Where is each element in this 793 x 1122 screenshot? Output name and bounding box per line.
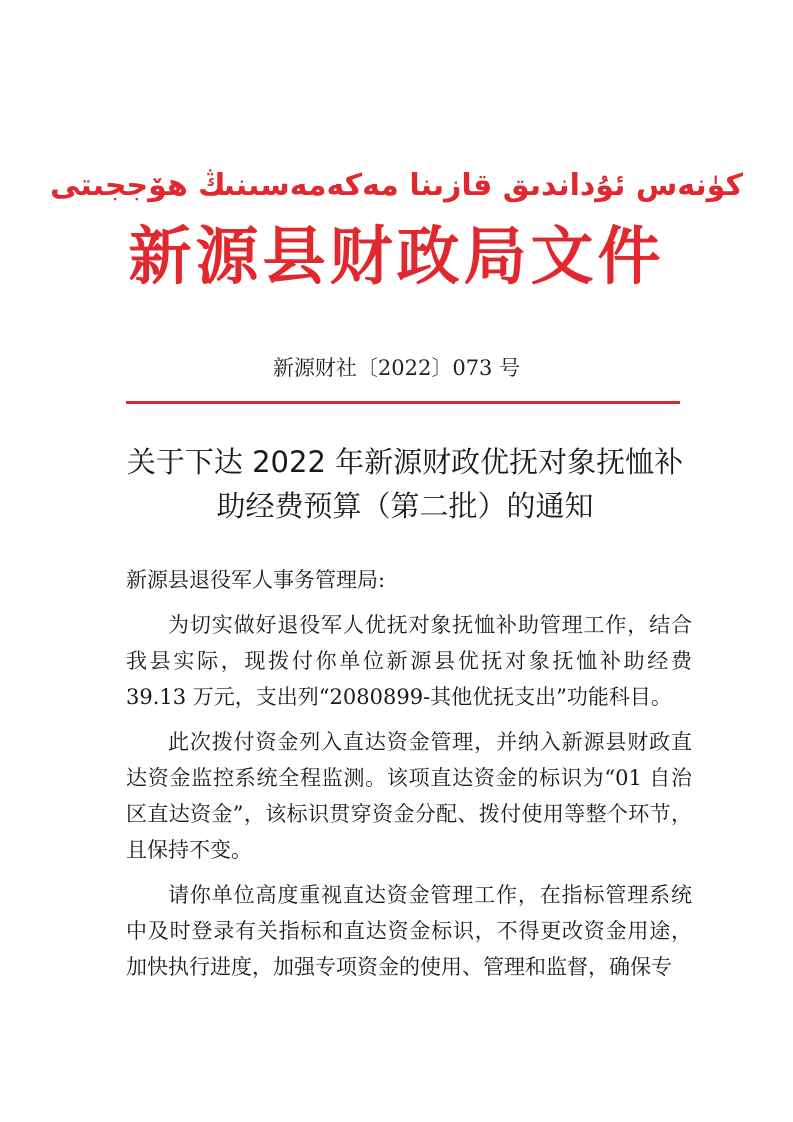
notice-title xyxy=(110,440,700,528)
notice-title-line-2: 助经费预算（第二批）的通知 xyxy=(216,489,594,523)
red-divider-line xyxy=(126,401,680,404)
document-header-title: 新源县财政局文件 xyxy=(128,219,665,293)
notice-title-line-1: 关于下达 2022 年新源财政优抚对象抚恤补 xyxy=(126,445,684,479)
uyghur-title: كۈنەس ئۇداندىق قازىنا مەكەمەسىنىڭ ھۆججىتى xyxy=(50,168,743,203)
salutation: 新源县退役军人事务管理局: xyxy=(126,568,386,592)
paragraph-2: 此次拨付资金列入直达资金管理，并纳入新源县财政直达资金监控系统全程监测。该项直达资金的标识为“01 自治区直达资金”，该标识贯穿资金分配、拨付使用等整个环节，且保持不变。 xyxy=(126,730,692,862)
paragraph-1: 为切实做好退役军人优抚对象抚恤补助管理工作，结合我县实际，现拨付你单位新源县优抚对象抚恤补助经费 39.13 万元，支出列“2080899-其他优抚支出”功能科目。 xyxy=(126,613,692,709)
document-number: 新源财社〔2022〕073 号 xyxy=(272,356,521,380)
paragraph-3: 请你单位高度重视直达资金管理工作，在指标管理系统中及时登录有关指标和直达资金标识，不得更改资金用途，加快执行进度，加强专项资金的使用、管理和监督，确保专 xyxy=(126,883,692,979)
body-text xyxy=(126,562,692,994)
